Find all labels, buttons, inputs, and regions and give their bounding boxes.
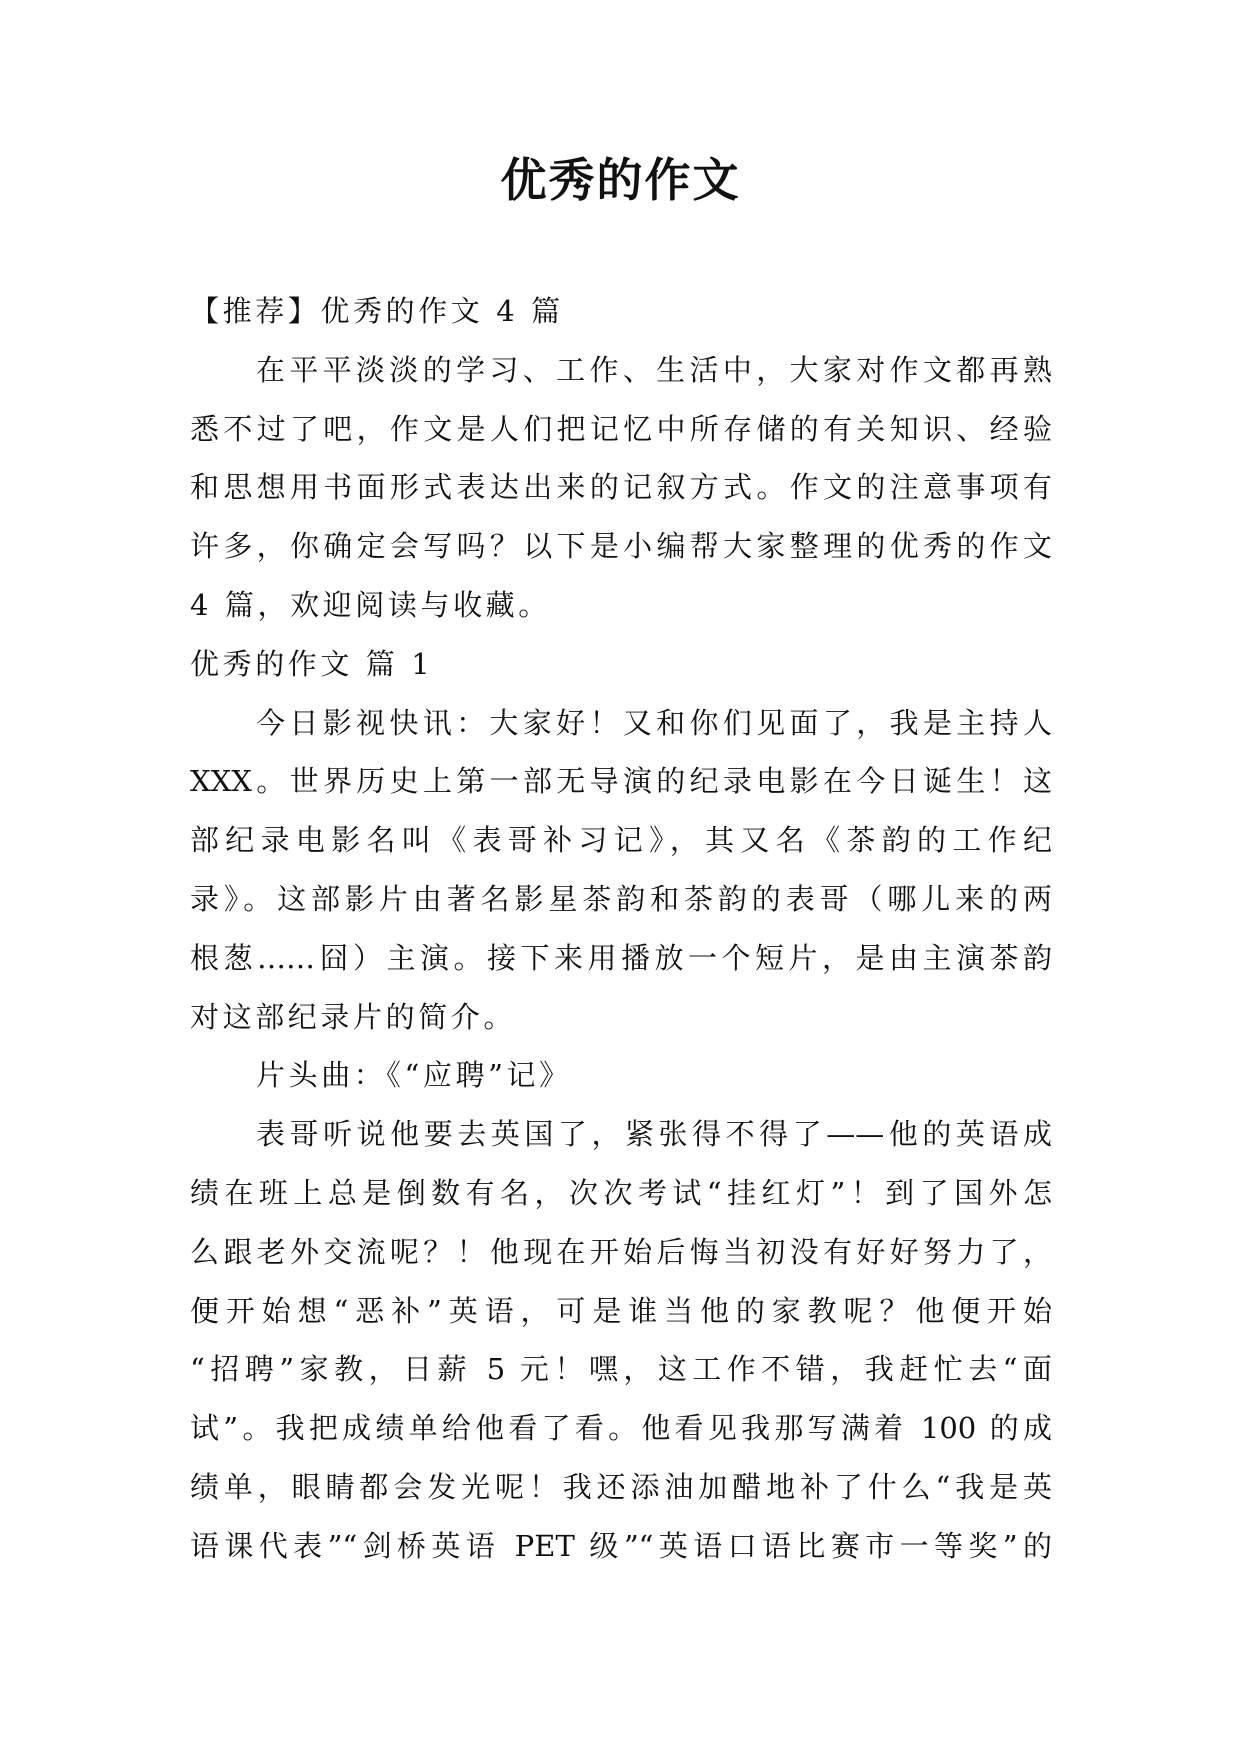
text-line: “招聘”家教，日薪 5 元！嘿，这工作不错，我赶忙去“面	[190, 1352, 1052, 1387]
text-line: 试”。我把成绩单给他看了看。他看见我那写满着 100 的成	[190, 1411, 1052, 1446]
text-line: 绩单，眼睛都会发光呢！我还添油加醋地补了什么“我是英	[190, 1469, 1052, 1504]
text-line: 在平平淡淡的学习、工作、生活中，大家对作文都再熟	[256, 352, 1052, 387]
text-line: 4 篇，欢迎阅读与收藏。	[190, 587, 551, 622]
text-line: 悉不过了吧，作文是人们把记忆中所存储的有关知识、经验	[190, 411, 1052, 446]
text-line: 根葱……囧）主演。接下来用播放一个短片，是由主演茶韵	[190, 940, 1052, 975]
text-line: 对这部纪录片的简介。	[190, 999, 517, 1034]
text-line: XXX。世界历史上第一部无导演的纪录电影在今日诞生！这	[190, 764, 1052, 799]
text-line: 优秀的作文 篇 1	[190, 646, 434, 681]
text-line: 部纪录电影名叫《表哥补习记》，其又名《茶韵的工作纪	[190, 823, 1052, 858]
text-line: 表哥听说他要去英国了，紧张得不得了——他的英语成	[256, 1117, 1052, 1152]
text-line: 片头曲：《“应聘”记》	[256, 1058, 572, 1093]
text-line: 今日影视快讯：大家好！又和你们见面了，我是主持人	[256, 705, 1052, 740]
text-line: 【推荐】优秀的作文 4 篇	[190, 294, 564, 328]
text-line: 绩在班上总是倒数有名，次次考试“挂红灯”！到了国外怎	[190, 1175, 1052, 1210]
document-title: 优秀的作文	[500, 153, 741, 207]
document-body	[190, 282, 1052, 1576]
text-line: 语课代表”“剑桥英语 PET 级”“英语口语比赛市一等奖”的	[190, 1528, 1052, 1563]
text-line: 录》。这部影片由著名影星茶韵和茶韵的表哥（哪儿来的两	[190, 881, 1052, 916]
text-line: 和思想用书面形式表达出来的记叙方式。作文的注意事项有	[190, 470, 1052, 505]
text-line: 么跟老外交流呢？！他现在开始后悔当初没有好好努力了，	[190, 1234, 1052, 1269]
text-line: 便开始想“恶补”英语，可是谁当他的家教呢？他便开始	[190, 1293, 1052, 1328]
text-line: 许多，你确定会写吗？以下是小编帮大家整理的优秀的作文	[190, 529, 1052, 564]
